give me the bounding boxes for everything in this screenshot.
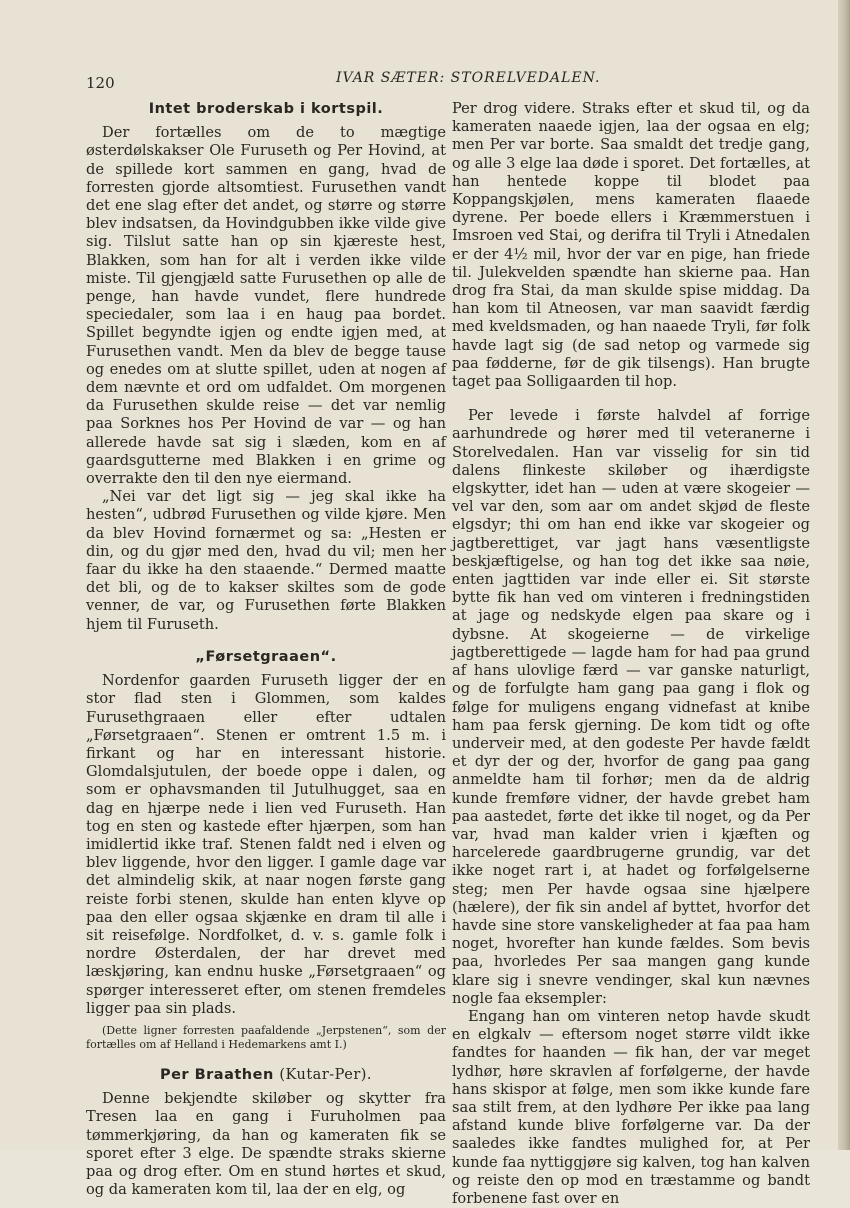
section-title-name: Per Braathen xyxy=(159,1066,274,1083)
paragraph: Per levede i første halvdel af forrige aarhundrede og hører med til veteranerne i Storelvedalen. Han var visselig for sin tid dalens flinkeste skiløber og ihærdigste elgskytter, idet han — uden at være skogeier — vel var den, som aar om andet skjød de fleste elgsdyr; thi om han end ikke var skogeier og jagtberettiget, var jagt hans væsentligste beskjæftigelse, og han tog det ikke saa nøie, enten jagttiden var inde eller ei. Sit største bytte fik han ved om vinteren i fredningstiden at jage og nedskyde elgen paa skare og i dybsne. At skogeierne — de virkelige jagtberettigede — lagde ham for had paa grund af hans ulovlige færd — var ganske naturligt, og de forfulgte ham gang paa gang i flok og følge for muligens engang vidnefast at knibe ham paa fersk gjerning. De kom tidt og ofte underveir med, at den godeste Per havde fældt et dyr der og der, hvorfor de gang paa gang anmeldte ham til forhør; men da de aldrig kunde fremføre vidner, der havde grebet ham paa aastedet, førte det ikke til noget, og da Per var, hvad man kalder vrien i kjæften og harcelerede gaardbrugerne grundig, var det ikke noget rart i, at hadet og forfølgelserne steg; men Per havde ogsaa sine hjælpere (hælere), der fik sin andel af byttet, hvorfor det havde sine store vanskeligheder at faa paa ham noget, hvorefter han kunde fældes. Som bevis paa, hvorledes Per saa mangen gang kunde klare sig i snevre vendinger, skal kun nævnes nogle faa eksempler: xyxy=(452,407,810,1007)
paragraph: Nordenfor gaarden Furuseth ligger der en stor flad sten i Glommen, som kaldes Furusethgraaen eller efter udtalen „Førsetgraaen“. Stenen er omtrent 1.5 m. i firkant og har en interessant historie. Glomdalsjutulen, der boede oppe i dalen, og som er ophavsmanden til Jutulhugget, saa en dag en hjærpe nede i lien ved Furuseth. Han tog en sten og kastede efter hjærpen, som han imidlertid ikke traf. Stenen faldt ned i elven og blev liggende, hvor den ligger. I gamle dage var det almindelig skik, at naar nogen første gang reiste forbi stenen, skulde han enten klyve op paa den eller ogsaa skjænke en dram til alle i sit reisefølge. Nordfolket, d. v. s. gamle folk i nordre Østerdalen, der har drevet med læskjøring, kan endnu huske „Førsetgraaen“ og spørger interesseret efter, om stenen fremdeles ligger paa sin plads. xyxy=(86,672,446,1017)
page-number: 120 xyxy=(86,74,115,92)
paragraph: „Nei var det ligt sig — jeg skal ikke ha hesten“, udbrød Furusethen og vilde kjøre. Men da blev Hovind fornærmet og sa: „Hesten er din, og du gjør med den, hvad du vil; men her faar du ikke ha den staaende.“ Dermed maatte det bli, og de to kakser skiltes som de gode venner, de var, og Furusethen førte Blakken hjem til Furuseth. xyxy=(86,488,446,633)
footnote: (Dette ligner forresten paafaldende „Jerpstenen“, som der fortælles om af Helland i Hedemarkens amt I.) xyxy=(86,1023,446,1051)
paragraph: Per drog videre. Straks efter et skud til, og da kameraten naaede igjen, laa der ogsaa en elg; men Per var borte. Saa smaldt det tredje gang, og alle 3 elge laa døde i sporet. Det fortælles, at han hentede koppe til blodet paa Koppangskjølen, mens kameraten flaaede dyrene. Per boede ellers i Kræmmerstuen i Imsroen ved Stai, og derifra til Tryli i Atnedalen er der 4½ mil, hvor der var en pige, han friede til. Julekvelden spændte han skierne paa. Han drog fra Stai, da man skulde spise middag. Da han kom til Atneosen, var man saavidt færdig med kveldsmaden, og han naaede Tryli, før folk havde lagt sig (de sad netop og varmede sig paa fødderne, før de gik tilsengs). Han brugte taget paa Solligaarden til hop. xyxy=(452,100,810,391)
right-column xyxy=(452,100,810,1208)
book-spine-edge xyxy=(838,0,850,1150)
paragraph: Der fortælles om de to mægtige østerdølskakser Ole Furuseth og Per Hovind, at de spillede kort sammen en gang, hvad de forresten gjorde altsomtiest. Furusethen vandt det ene slag efter det andet, og større og større blev indsatsen, da Hovindgubben ikke vilde give sig. Tilslut satte han op sin kjæreste hest, Blakken, som han for alt i verden ikke vilde miste. Til gjengjæld satte Furusethen op alle de penge, han havde vundet, flere hundrede speciedaler, som laa i en haug paa bordet. Spillet begyndte igjen og endte igjen med, at Furusethen vandt. Men da blev de begge tause og enedes om at slutte spillet, uden at nogen af dem nævnte et ord om udfaldet. Om morgenen da Furusethen skulde reise — det var nemlig paa Sorknes hos Per Hovind de var — og han allerede havde sat sig i slæden, kom en af gaardsgutterne med Blakken i en grime og overrakte den til den nye eiermand. xyxy=(86,124,446,488)
running-title: IVAR SÆTER: STORELVEDALEN. xyxy=(336,70,601,86)
section-title-kortspil: Intet broderskab i kortspil. xyxy=(148,101,384,117)
paragraph: Denne bekjendte skiløber og skytter fra Tresen laa en gang i Furuholmen paa tømmerkjøring, da han og kameraten fik se sporet efter 3 elge. De spændte straks skierne paa og drog efter. Om en stund hørtes et skud, og da kameraten kom til, laa der en elg, og xyxy=(86,1090,446,1199)
page-header xyxy=(86,70,802,94)
section-subtitle: (Kutar-Per). xyxy=(279,1066,373,1083)
section-title-per-braathen xyxy=(86,1066,446,1084)
paragraph-gap xyxy=(452,391,810,407)
left-column xyxy=(86,100,446,1199)
paragraph: Engang han om vinteren netop havde skudt en elgkalv — eftersom noget større vildt ikke fandtes for haanden — fik han, der var meget lydhør, høre skravlen af forfølgerne, der havde hans skispor at følge, men som ikke kunde fare saa stilt frem, at den lydhøre Per ikke paa lang afstand kunde blive forfølgerne var. Da der saaledes ikke fandtes mulighed for, at Per kunde faa nyttiggjøre sig kalven, tog han kalven og reiste den op mod en træstamme og bandt forbenene fast over en xyxy=(452,1007,810,1207)
section-title-forsetgraaen: „Førsetgraaen“. xyxy=(195,648,337,665)
